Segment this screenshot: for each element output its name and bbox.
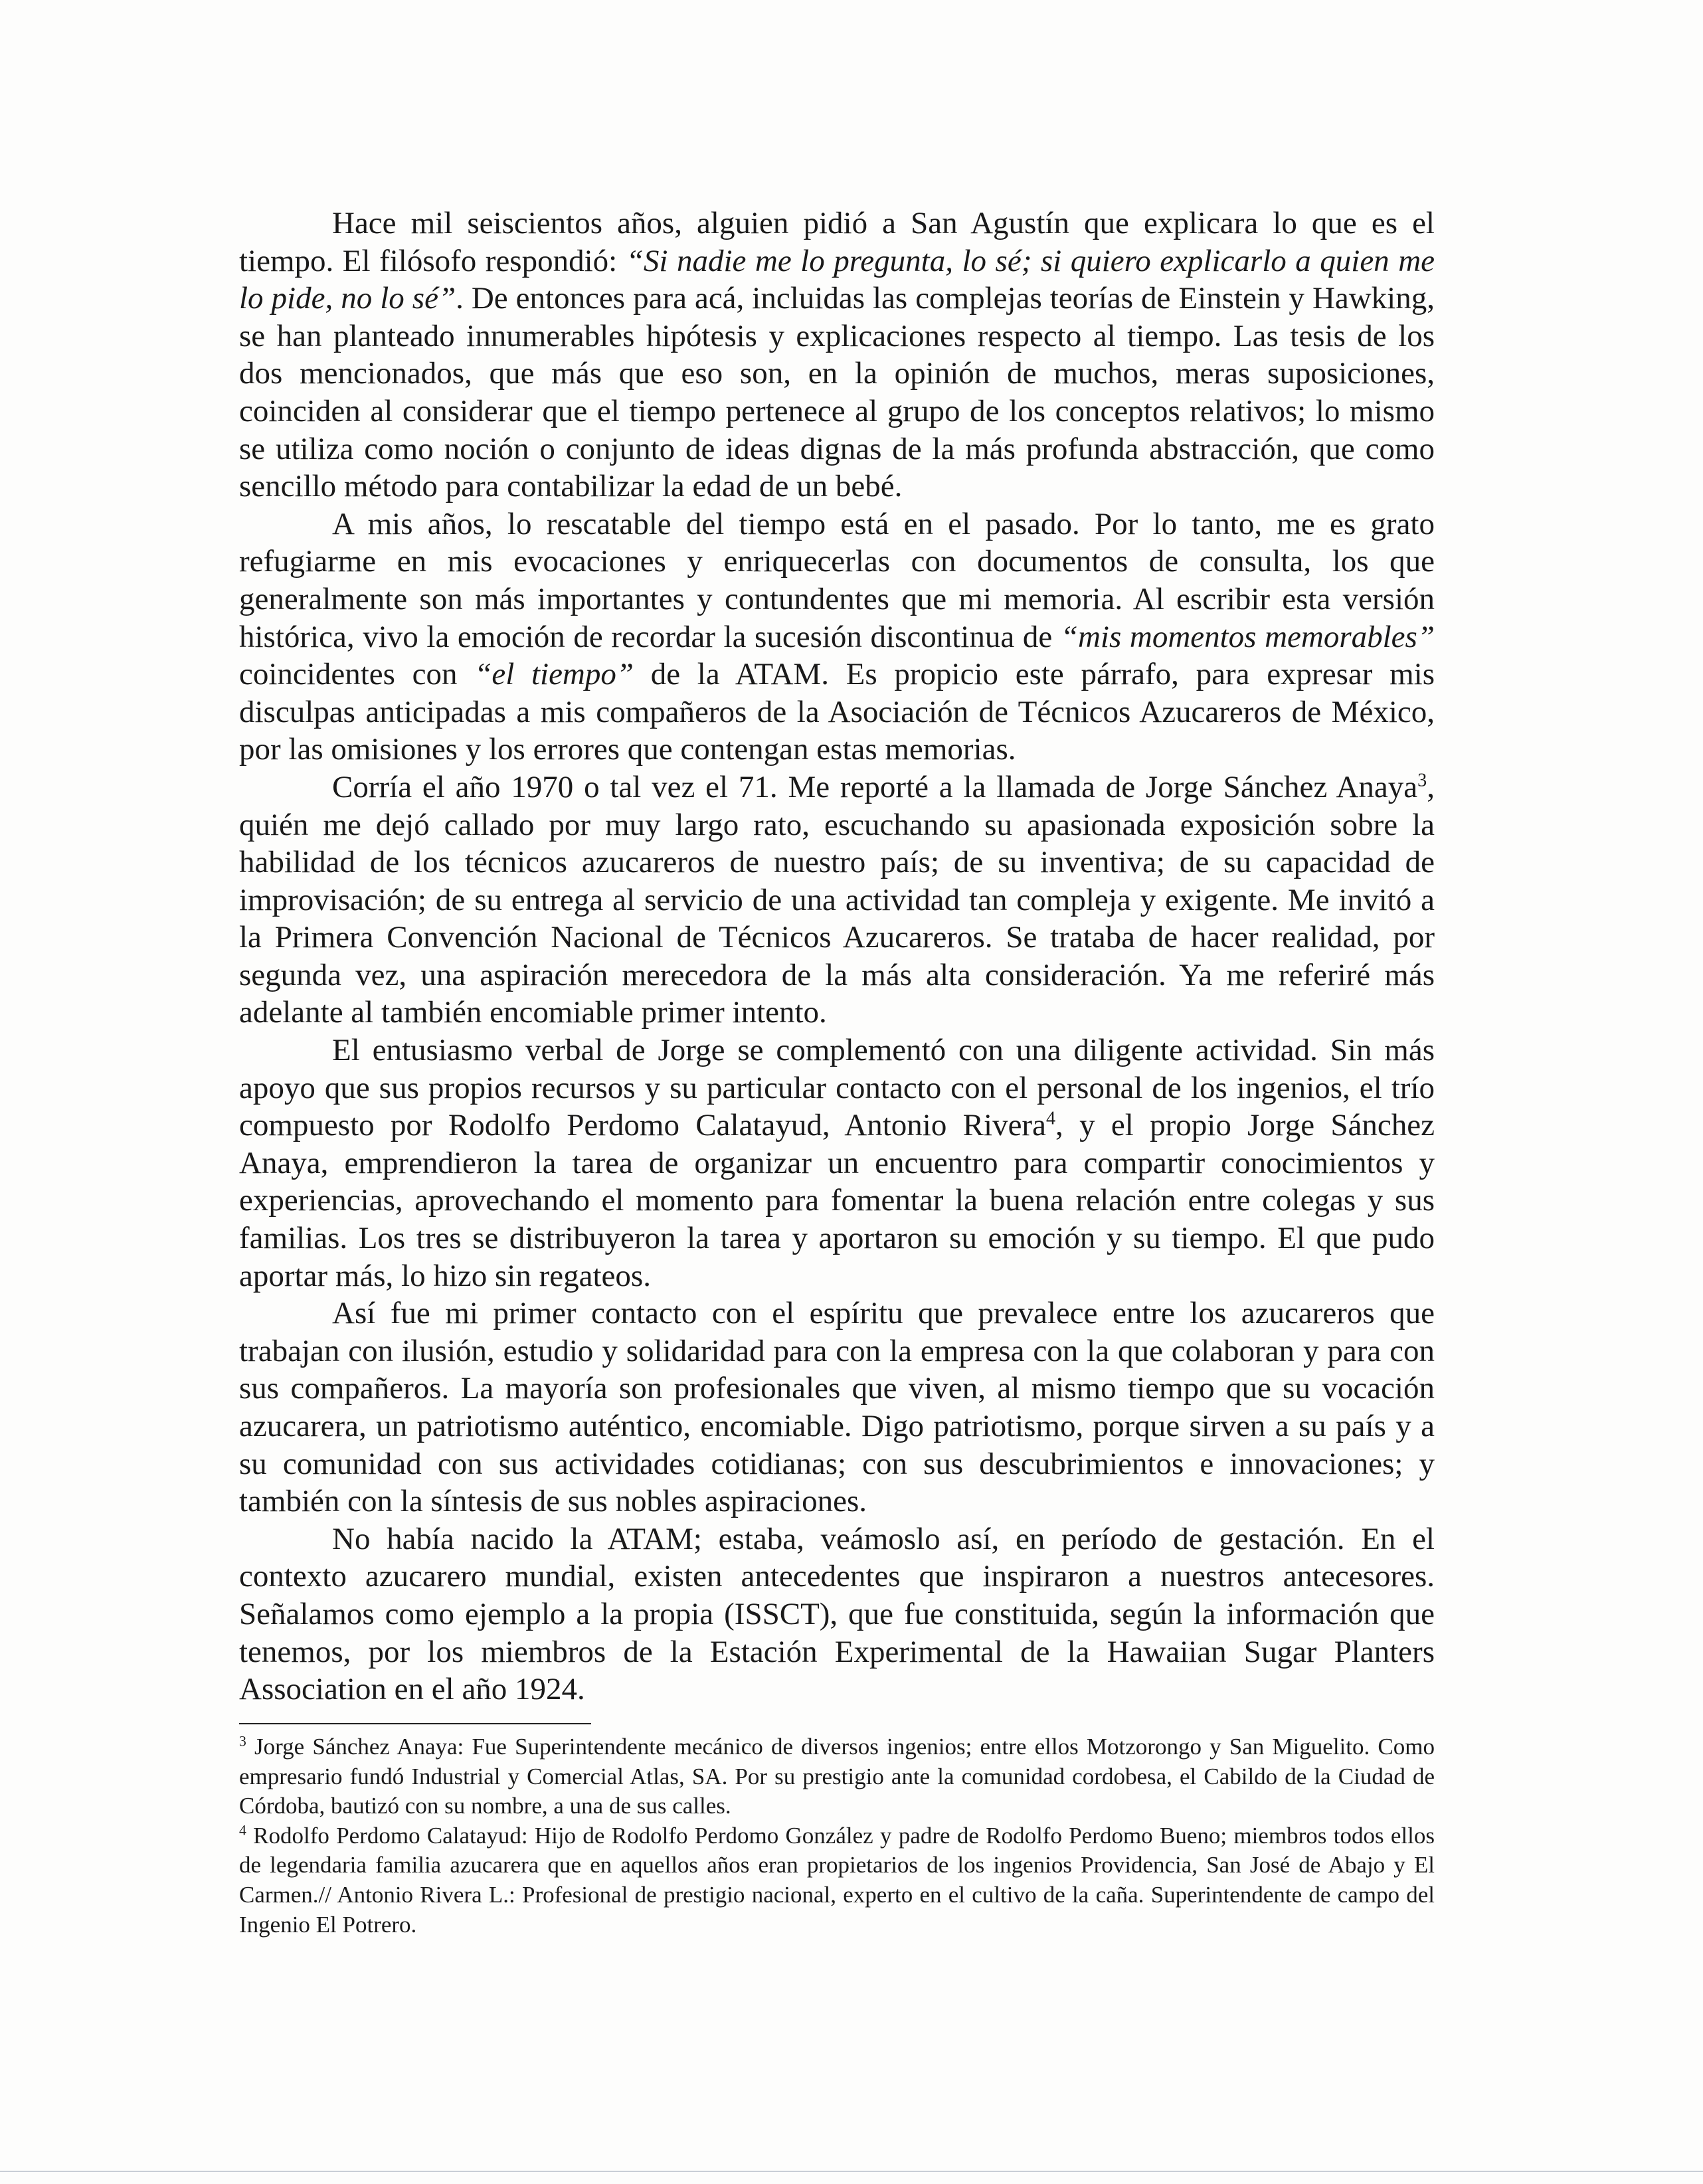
text-segment: de la ATAM. Es propicio este párrafo, para expresar mis disculpas anticipadas a mis compañeros de la Asociación de Técnicos Azucareros de México, por las omisiones y los errores que contengan estas memorias. [239, 657, 1435, 767]
text-segment: Así fue mi primer contacto con el espíritu que prevalece entre los azucareros que trabajan con ilusión, estudio y solidaridad para con la empresa con la que colaboran y para con sus compañeros. La mayoría son profesionales que viven, al mismo tiempo que su vocación azucarera, un patriotismo auténtico, encomiable. Digo patriotismo, porque sirven a su país y a su comunidad con sus actividades cotidianas; con sus descubrimientos e innovaciones; y también con la síntesis de sus nobles aspiraciones. [239, 1296, 1435, 1519]
text-segment: No había nacido la ATAM; estaba, veámoslo así, en período de gestación. En el contexto azucarero mundial, existen antecedentes que inspiraron a nuestros antecesores. Señalamos como ejemplo a la propia (ISSCT), que fue constituida, según la información que tenemos, por los miembros de la Estación Experimental de la Hawaiian Sugar Planters Association en el año 1924. [239, 1521, 1435, 1707]
body-text [239, 205, 1435, 1708]
text-segment: , quién me dejó callado por muy largo rato, escuchando su apasionada exposición sobre la habilidad de los técnicos azucareros de nuestro país; de su inventiva; de su capacidad de improvisación; de su entrega al servicio de una actividad tan compleja y exigente. Me invitó a la Primera Convención Nacional de Técnicos Azucareros. Se trataba de hacer realidad, por segunda vez, una aspiración merecedora de la más alta consideración. Ya me referiré más adelante al también encomiable primer intento. [239, 769, 1435, 1030]
footnote-number: 4 [239, 1822, 246, 1839]
footnote-number: 3 [239, 1733, 246, 1750]
text-segment: Hace mil seiscientos años, alguien pidió a San Agustín que explicara lo que es el tiempo. El filósofo respondió: [239, 206, 1435, 278]
paragraph [239, 505, 1435, 769]
footnote-separator [239, 1723, 591, 1724]
footnote-ref: 3 [1417, 770, 1427, 791]
italic-quote: “Si nadie me lo pregunta, lo sé; si quiero explicarlo a quien me lo pide, no lo sé” [239, 243, 1435, 316]
text-segment: , y el propio Jorge Sánchez Anaya, emprendieron la tarea de organizar un encuentro para compartir conocimientos y experiencias, aprovechando el momento para fomentar la buena relación entre colegas y sus familias. Los tres se distribuyeron la tarea y aportaron su emoción y su tiempo. El que pudo aportar más, lo hizo sin regateos. [239, 1108, 1435, 1293]
footnote [239, 1821, 1435, 1940]
text-segment: Corría el año 1970 o tal vez el 71. Me reporté a la llamada de Jorge Sánchez Anaya [332, 769, 1418, 804]
text-segment: coincidentes con [239, 657, 475, 692]
text-segment: A mis años, lo rescatable del tiempo está en el pasado. Por lo tanto, me es grato refugiarme en mis evocaciones y enriquecerlas con documentos de consulta, los que generalmente son más importantes y contundentes que mi memoria. Al escribir esta versión histórica, vivo la emoción de recordar la sucesión discontinua de [239, 506, 1435, 654]
paragraph [239, 205, 1435, 505]
footnotes [239, 1732, 1435, 1940]
footnote [239, 1732, 1435, 1821]
scan-edge-line [0, 2171, 1703, 2172]
paragraph [239, 769, 1435, 1032]
footnote-text: Rodolfo Perdomo Calatayud: Hijo de Rodolfo Perdomo González y padre de Rodolfo Perdomo Bueno; miembros todos ellos de legendaria familia azucarera que en aquellos años eran propietarios de los ingenios Providencia, San José de Abajo y El Carmen.// Antonio Rivera L.: Profesional de prestigio nacional, experto en el cultivo de la caña. Superintendente de campo del Ingenio El Potrero. [239, 1822, 1435, 1938]
italic-quote: “el tiempo” [474, 657, 634, 692]
text-segment: El entusiasmo verbal de Jorge se complementó con una diligente actividad. Sin más apoyo que sus propios recursos y su particular contacto con el personal de los ingenios, el trío compuesto por Rodolfo Perdomo Calatayud, Antonio Rivera [239, 1033, 1435, 1143]
italic-quote: “mis momentos memorables” [1060, 619, 1435, 654]
text-segment: . De entonces para acá, incluidas las complejas teorías de Einstein y Hawking, se han planteado innumerables hipótesis y explicaciones respecto al tiempo. Las tesis de los dos mencionados, que más que eso son, en la opinión de muchos, meras suposiciones, coinciden al considerar que el tiempo pertenece al grupo de los conceptos relativos; lo mismo se utiliza como noción o conjunto de ideas dignas de la más profunda abstracción, que como sencillo método para contabilizar la edad de un bebé. [239, 281, 1435, 504]
footnote-text: Jorge Sánchez Anaya: Fue Superintendente mecánico de diversos ingenios; entre ellos Motzorongo y San Miguelito. Como empresario fundó Industrial y Comercial Atlas, SA. Por su prestigio ante la comunidad cordobesa, el Cabildo de la Ciudad de Córdoba, bautizó con su nombre, a una de sus calles. [239, 1734, 1435, 1819]
paragraph [239, 1032, 1435, 1295]
paragraph [239, 1520, 1435, 1708]
footnote-ref: 4 [1045, 1108, 1056, 1129]
paragraph [239, 1295, 1435, 1520]
